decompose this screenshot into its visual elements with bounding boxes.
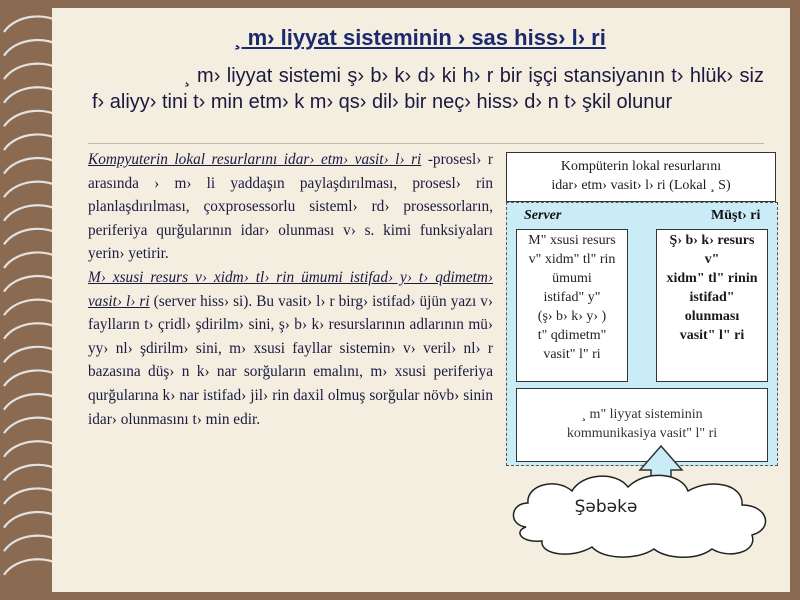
term-shared-resources: M› xsusi resurs v› xidm› tl› rin ümumi istifad› y› t› qdimetm› vasit› l› ri <box>88 268 493 310</box>
body-text <box>88 148 493 431</box>
intro-paragraph <box>92 63 764 115</box>
local-os-line-2: idar› etm› vasit› l› ri (Lokal ¸ S) <box>551 178 731 193</box>
client-line-5: olunması <box>684 309 740 324</box>
server-line-3: ümumi <box>552 271 592 286</box>
slide-title: ¸ m› liyyat sisteminin › sas hiss› l› ri <box>234 25 606 50</box>
body-text-1: -prosesl› r arasında › m› li yaddaşın paylaşdırılması, prosesl› rin planlaşdırılması, çoxprosessorlu sisteml› rd› prosessorların, periferiya qurğularının idar› olunması v› s. kimi funksiyaları yerin› yetirir. <box>88 151 493 263</box>
server-line-1: M" xsusi resurs <box>528 233 616 248</box>
client-line-3: xidm" tl" rinin <box>666 271 758 286</box>
local-os-box <box>506 152 776 202</box>
os-diagram <box>506 152 778 560</box>
server-box <box>516 229 628 382</box>
comm-line-2: kommunikasiya vasit" l" ri <box>566 426 718 441</box>
server-line-2: v" xidm" tl" rin <box>528 252 616 267</box>
client-box <box>656 229 768 382</box>
client-line-2: v" <box>704 252 720 267</box>
client-line-6: vasit" l" ri <box>679 328 745 343</box>
client-label: Müşt› ri <box>711 208 761 223</box>
server-label: Server <box>524 208 562 223</box>
comm-line-1: ¸ m" liyyat sisteminin <box>581 407 703 422</box>
intro-text: ¸ m› liyyat sistemi ş› b› k› d› ki h› r bir işçi stansiyanın t› hlük› siz f› aliyy› tini t› min etm› k m› qs› dil› bir neç› hiss› d› n t› şkil olunur <box>92 65 764 113</box>
term-local-resources: Kompyuterin lokal resurlarını idar› etm› vasit› l› ri <box>88 151 422 168</box>
server-line-4: istifad" y" <box>543 290 601 305</box>
network-label: Şəbəkə <box>574 497 638 517</box>
divider-line <box>88 143 764 144</box>
server-line-5: (ş› b› k› y› ) <box>537 309 607 324</box>
client-line-4: istifad" <box>689 290 735 305</box>
client-line-1: Ş› b› k› resurs <box>669 233 755 248</box>
server-line-6: t" qdimetm" <box>537 328 607 343</box>
body-text-2: (server hiss› si). Bu vasit› l› r birg› istifad› üjün yazı v› faylların t› çridl› şdirilm› sini, ş› b› k› resurslarının adlarının mü› yy› nl› şdirilm› sini, m› xsusi fayllar sistemin› v› veril› nl› r bazasına düş› n k› nar sorğuların emalını, m› xsusi periferiya qurğularına k› nar istifad› jil› rin daxil olmuş sorğular növb› sinin idar› olunmasını t› min edir. <box>88 292 493 428</box>
server-line-7: vasit" l" ri <box>543 347 601 362</box>
local-os-line-1: Kompüterin lokal resurlarını <box>560 159 722 174</box>
